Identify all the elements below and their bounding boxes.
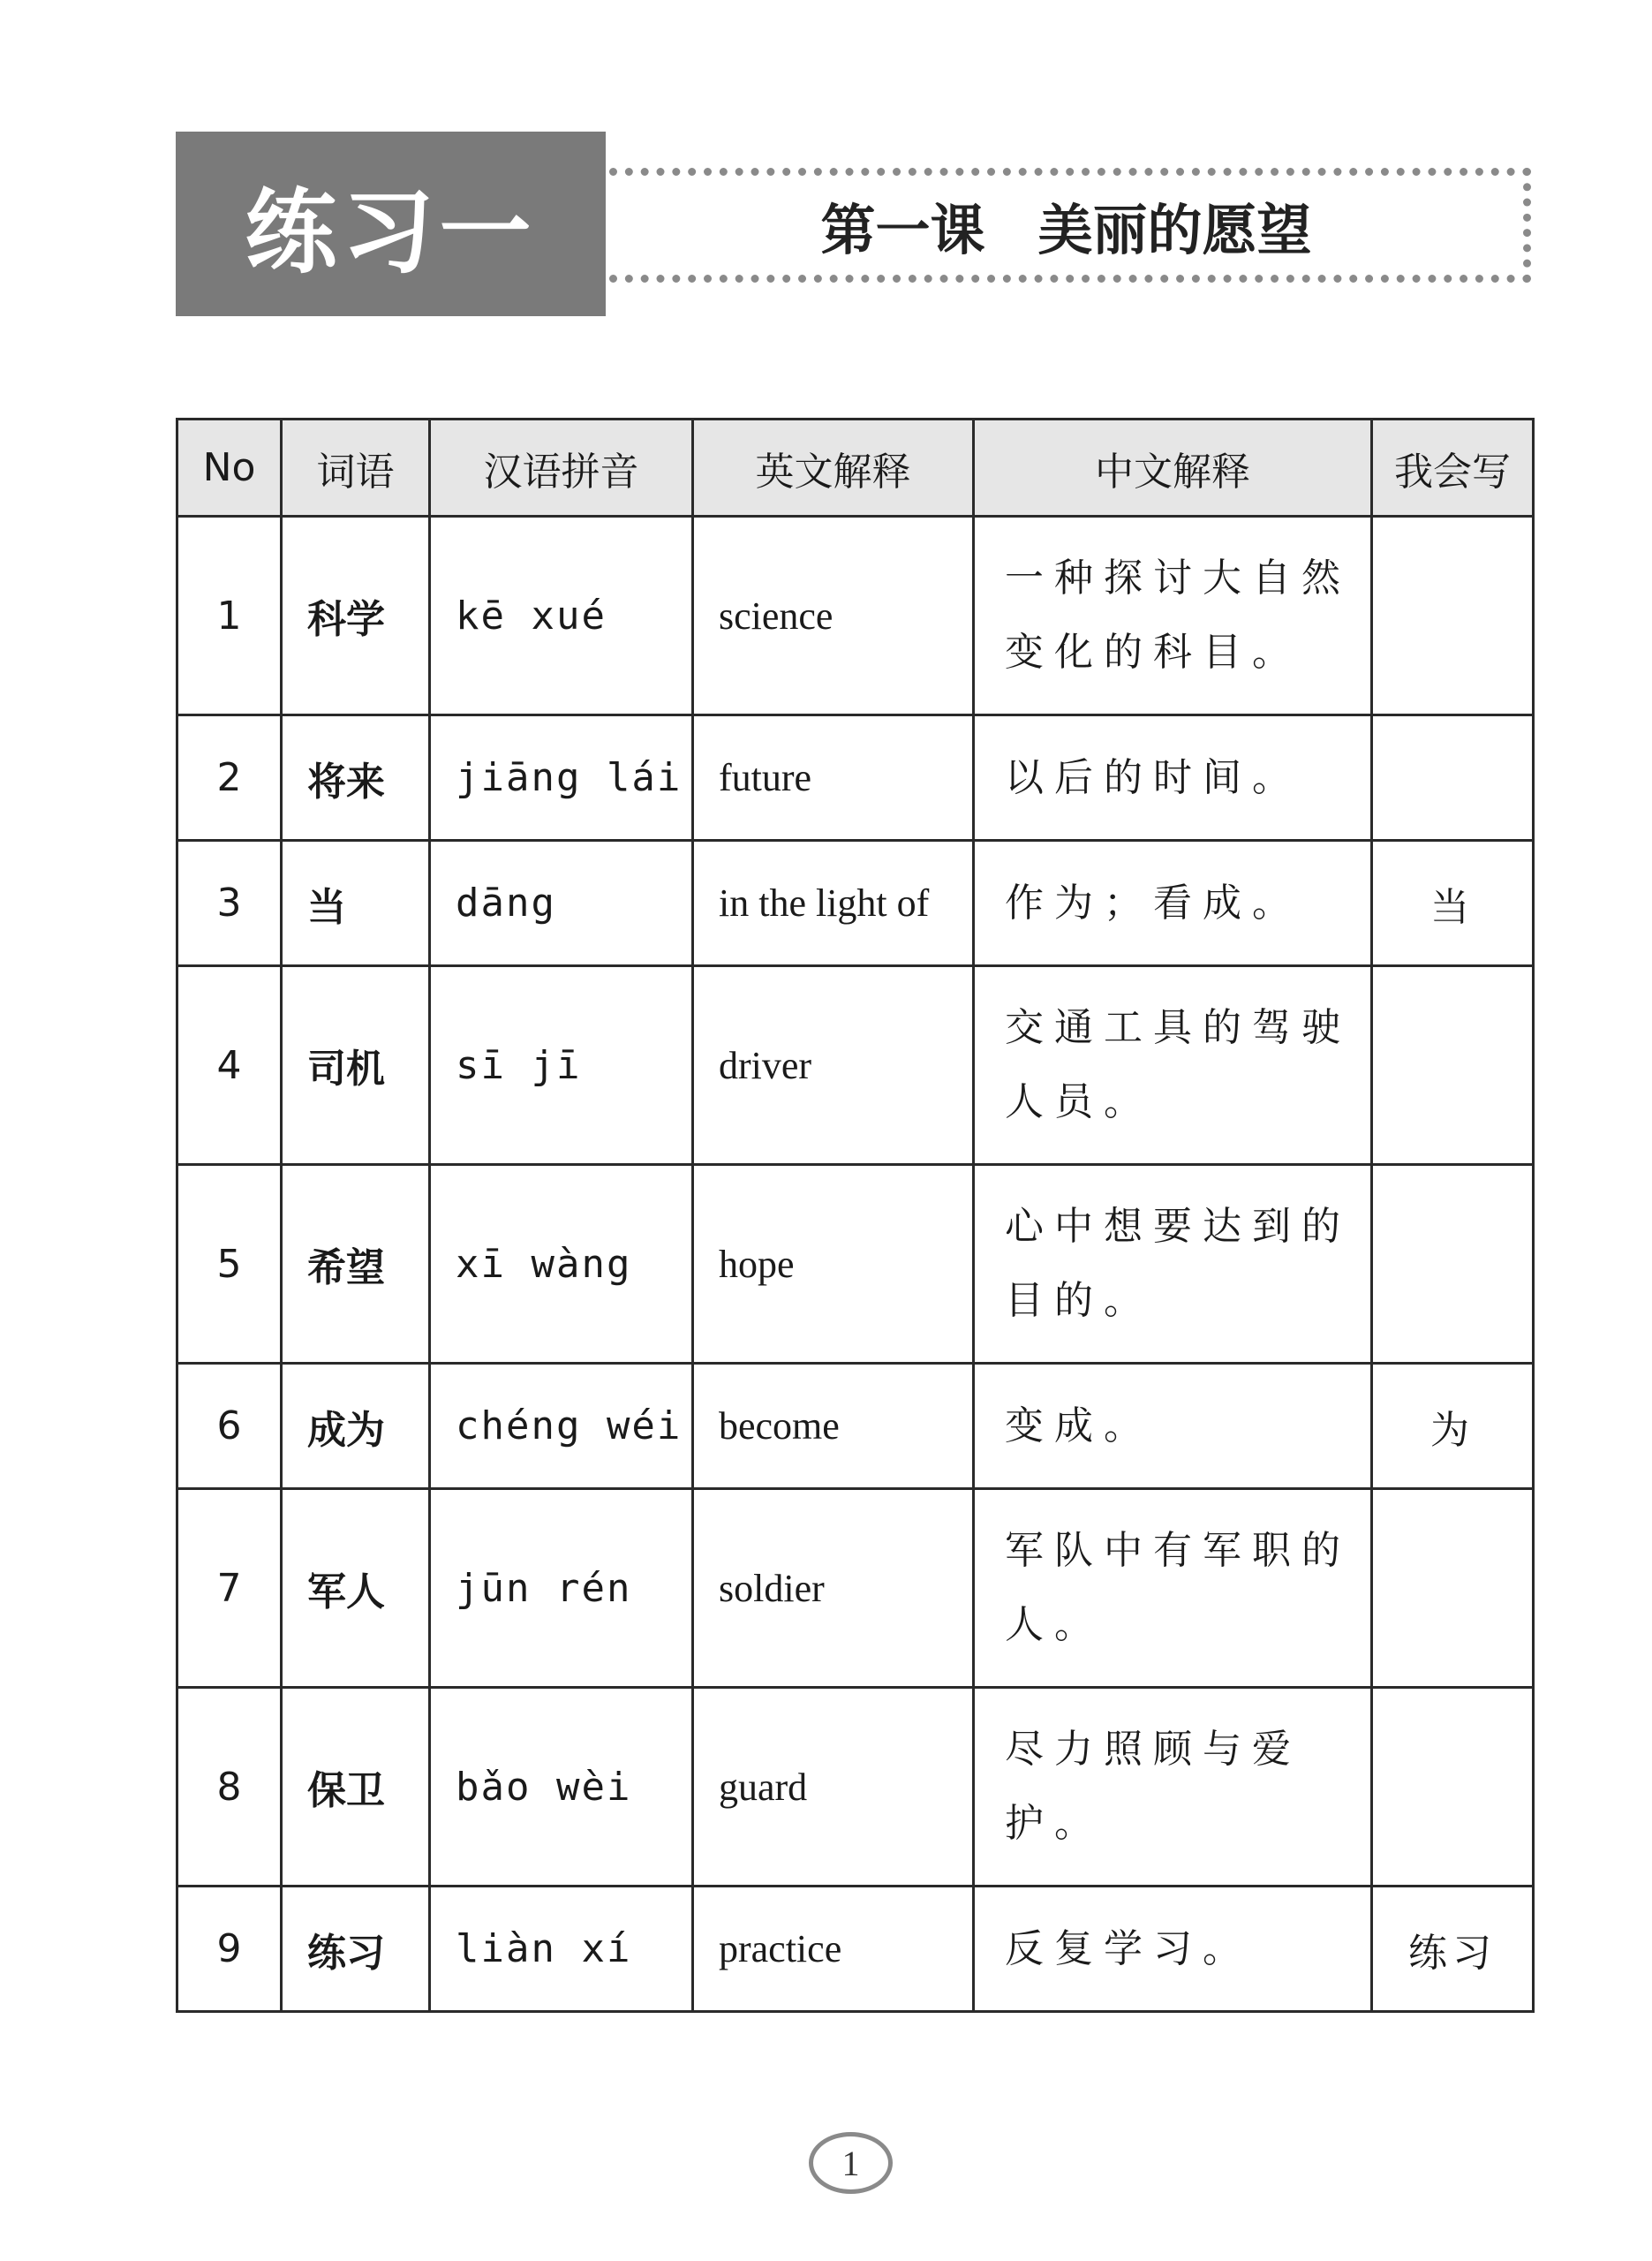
lesson-title: 美丽的愿望 [1037, 197, 1312, 262]
row-number: 9 [177, 1887, 282, 2012]
row-pinyin: xī wàng [430, 1165, 693, 1364]
row-number: 8 [177, 1688, 282, 1887]
table-header-row [177, 420, 1534, 517]
row-pinyin: dāng [430, 841, 693, 966]
row-english: guard [693, 1688, 974, 1887]
row-chinese: 心中想要达到的目的。 [974, 1165, 1372, 1364]
row-english: future [693, 715, 974, 841]
row-number: 4 [177, 966, 282, 1165]
row-number: 7 [177, 1489, 282, 1688]
row-word: 科学 [282, 517, 430, 715]
column-header-no: No [177, 420, 282, 517]
row-number: 6 [177, 1364, 282, 1489]
row-write-box[interactable] [1372, 517, 1534, 715]
table-row [177, 1364, 1534, 1489]
column-header-pinyin: 汉语拼音 [430, 420, 693, 517]
column-header-english: 英文解释 [693, 420, 974, 517]
row-word: 将来 [282, 715, 430, 841]
column-header-chinese: 中文解释 [974, 420, 1372, 517]
exercise-title: 练习一 [176, 132, 606, 316]
row-word: 军人 [282, 1489, 430, 1688]
vocabulary-table [176, 418, 1535, 2013]
row-number: 1 [177, 517, 282, 715]
row-english: driver [693, 966, 974, 1165]
row-chinese: 军队中有军职的人。 [974, 1489, 1372, 1688]
row-chinese: 反复学习。 [974, 1887, 1372, 2012]
row-pinyin: bǎo wèi [430, 1688, 693, 1887]
row-pinyin: chéng wéi [430, 1364, 693, 1489]
row-pinyin: sī jī [430, 966, 693, 1165]
row-chinese: 作为；看成。 [974, 841, 1372, 966]
row-chinese: 尽力照顾与爱护。 [974, 1688, 1372, 1887]
column-header-write: 我会写 [1372, 420, 1534, 517]
row-write-box[interactable]: 练习 [1372, 1887, 1534, 2012]
row-write-box[interactable] [1372, 1688, 1534, 1887]
page-number: 1 [809, 2132, 893, 2194]
row-word: 当 [282, 841, 430, 966]
row-word: 司机 [282, 966, 430, 1165]
table-row [177, 715, 1534, 841]
table-row [177, 1165, 1534, 1364]
row-number: 5 [177, 1165, 282, 1364]
row-write-box[interactable]: 为 [1372, 1364, 1534, 1489]
row-word: 希望 [282, 1165, 430, 1364]
lesson-label: 第一课 [820, 197, 985, 262]
table-row [177, 966, 1534, 1165]
row-write-box[interactable] [1372, 1165, 1534, 1364]
row-write-box[interactable] [1372, 715, 1534, 841]
row-english: in the light of [693, 841, 974, 966]
row-chinese: 变成。 [974, 1364, 1372, 1489]
row-chinese: 一种探讨大自然变化的科目。 [974, 517, 1372, 715]
row-pinyin: jiāng lái [430, 715, 693, 841]
row-english: hope [693, 1165, 974, 1364]
table-row [177, 1489, 1534, 1688]
row-english: practice [693, 1887, 974, 2012]
row-pinyin: kē xué [430, 517, 693, 715]
row-word: 练习 [282, 1887, 430, 2012]
row-word: 成为 [282, 1364, 430, 1489]
table-row [177, 841, 1534, 966]
row-english: soldier [693, 1489, 974, 1688]
row-pinyin: jūn rén [430, 1489, 693, 1688]
column-header-word: 词语 [282, 420, 430, 517]
row-write-box[interactable]: 当 [1372, 841, 1534, 966]
row-write-box[interactable] [1372, 966, 1534, 1165]
row-number: 2 [177, 715, 282, 841]
row-english: science [693, 517, 974, 715]
table-row [177, 1887, 1534, 2012]
lesson-heading [609, 168, 1531, 283]
row-write-box[interactable] [1372, 1489, 1534, 1688]
row-word: 保卫 [282, 1688, 430, 1887]
row-pinyin: liàn xí [430, 1887, 693, 2012]
row-number: 3 [177, 841, 282, 966]
table-row [177, 517, 1534, 715]
row-english: become [693, 1364, 974, 1489]
table-row [177, 1688, 1534, 1887]
row-chinese: 交通工具的驾驶人员。 [974, 966, 1372, 1165]
row-chinese: 以后的时间。 [974, 715, 1372, 841]
